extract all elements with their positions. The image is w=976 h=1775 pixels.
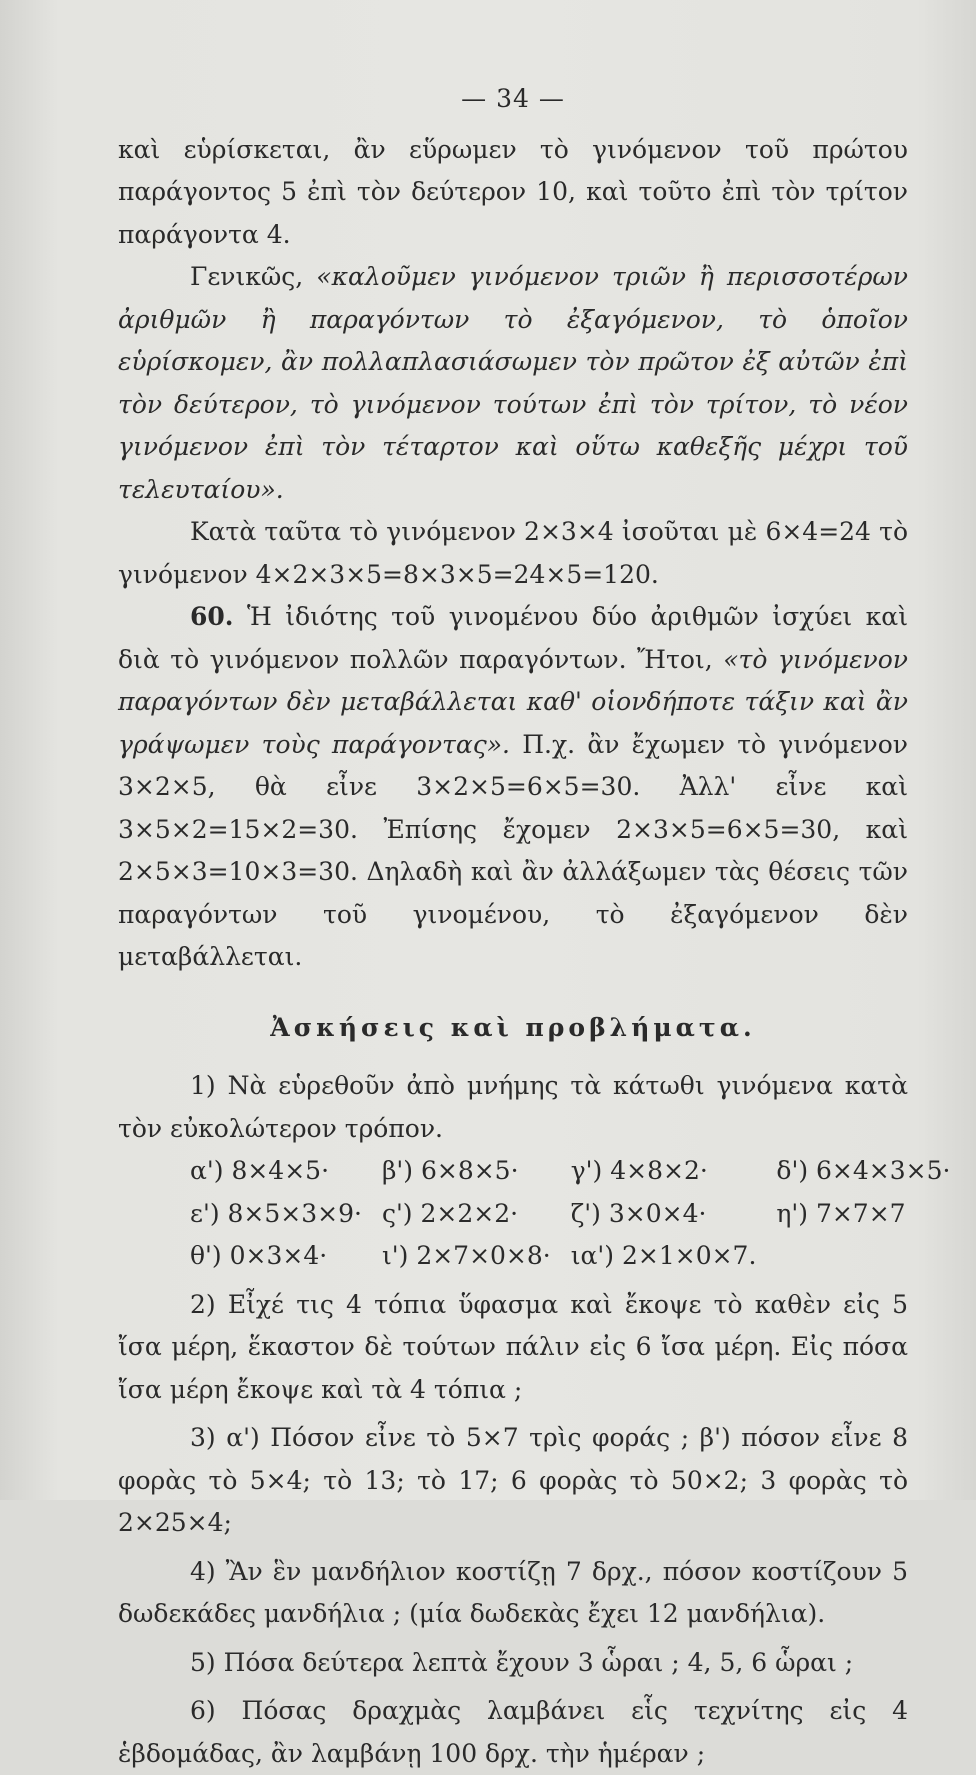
exercise-1-item: δ') 6×4×3×5·: [776, 1156, 951, 1185]
exercise-1-item: ε') 8×5×3×9·: [190, 1198, 362, 1228]
exercise-1-item: ζ') 3×0×4·: [570, 1198, 707, 1228]
intro-paragraph: καὶ εὑρίσκεται, ἂν εὕρωμεν τὸ γινόμενον τοῦ πρώτου παράγοντος 5 ἐπὶ τὸν δεύτερον 10, καὶ τοῦτο ἐπὶ τὸν τρίτον παράγοντα 4.: [118, 134, 908, 249]
section-60-paragraph: [118, 596, 908, 979]
exercise-3: 3) α') Πόσον εἶνε τὸ 5×7 τρὶς φοράς ; β') πόσον εἶνε 8 φορὰς τὸ 5×4; τὸ 13; τὸ 17; 6 φορὰς τὸ 50×2; 3 φορὰς τὸ 2×25×4;: [118, 1423, 908, 1537]
rule-paragraph: [118, 256, 908, 511]
exercise-1-item: α') 8×4×5·: [190, 1156, 330, 1185]
exercise-1-item: γ') 4×8×2·: [570, 1156, 708, 1185]
page-number: — 34 —: [461, 84, 565, 113]
page-content: [118, 78, 951, 1775]
rule-lead: Γενικῶς,: [190, 262, 304, 291]
section-quote: «τὸ γινόμενον παραγόντων δὲν μεταβάλλεται καθ' οἱονδήποτε τάξιν καὶ ἂν γράψωμεν τοὺς παράγοντας».: [118, 644, 909, 759]
section-lead: Ἡ ἰδιότης τοῦ γινομένου δύο ἀριθμῶν ἰσχύει καὶ διὰ τὸ γινόμενον πολλῶν παραγόντων. Ἤτοι,: [118, 602, 908, 674]
exercise-1-items: [118, 1150, 951, 1278]
section-number: 60.: [190, 602, 234, 631]
exercise-6: 6) Πόσας δραχμὰς λαμβάνει εἷς τεχνίτης εἰς 4 ἑβδομάδας, ἂν λαμβάνῃ 100 δρχ. τὴν ἡμέραν ;: [118, 1696, 908, 1768]
exercise-1-item: β') 6×8×5·: [381, 1156, 519, 1185]
section-rest: Π.χ. ἂν ἔχωμεν τὸ γινόμενον 3×2×5, θὰ εἶνε 3×2×5=6×5=30. Ἀλλ' εἶνε καὶ 3×5×2=15×2=30. Ἐπίσης ἔχομεν 2×3×5=6×5=30, καὶ 2×5×3=10×3=30. Δηλαδὴ καὶ ἂν ἀλλάξωμεν τὰς θέσεις τῶν παραγόντων τοῦ γινομένου, τὸ ἐξαγόμενον δὲν μεταβάλλεται.: [118, 729, 908, 971]
exercise-4: 4) Ἂν ἓν μανδήλιον κοστίζῃ 7 δρχ., πόσον κοστίζουν 5 δωδεκάδες μανδήλια ; (μία δωδεκὰς ἔχει 12 μανδήλια).: [118, 1556, 908, 1628]
exercise-1-item: ια') 2×1×0×7.: [570, 1241, 757, 1270]
exercise-2: 2) Εἶχέ τις 4 τόπια ὕφασμα καὶ ἔκοψε τὸ καθὲν εἰς 5 ἴσα μέρη, ἕκαστον δὲ τούτων πάλιν εἰς 6 ἴσα μέρη. Εἰς πόσα ἴσα μέρη ἔκοψε καὶ τὰ 4 τόπια ;: [118, 1289, 908, 1404]
rule-definition: «καλοῦμεν γινόμενον τριῶν ἢ περισσοτέρων ἀριθμῶν ἢ παραγόντων τὸ ἐξαγόμενον, τὸ ὁποῖον εὑρίσκομεν, ἂν πολλαπλασιάσωμεν τὸν πρῶτον ἐξ αὐτῶν ἐπὶ τὸν δεύτερον, τὸ γινόμενον τούτων ἐπὶ τὸν τρίτον, τὸ νέον γινόμενον ἐπὶ τὸν τέταρτον καὶ οὕτω καθεξῆς μέχρι τοῦ τελευταίου».: [118, 262, 908, 504]
exercise-1-item: θ') 0×3×4·: [190, 1241, 328, 1270]
exercise-1-item: ι') 2×7×0×8·: [381, 1241, 551, 1270]
exercise-5: 5) Πόσα δεύτερα λεπτὰ ἔχουν 3 ὧραι ; 4, 5, 6 ὧραι ;: [190, 1647, 854, 1677]
exercises-heading: Ἀσκήσεις καὶ προβλήματα.: [270, 1012, 756, 1042]
example-paragraph: Κατὰ ταῦτα τὸ γινόμενον 2×3×4 ἰσοῦται μὲ 6×4=24 τὸ γινόμενον 4×2×3×5=8×3×5=24×5=120.: [118, 517, 908, 589]
exercise-1: 1) Νὰ εὑρεθοῦν ἀπὸ μνήμης τὰ κάτωθι γινόμενα κατὰ τὸν εὐκολώτερον τρόπον.: [118, 1071, 908, 1143]
exercise-1-item: η') 7×7×7: [776, 1198, 906, 1228]
exercise-1-item: ς') 2×2×2·: [381, 1198, 519, 1228]
